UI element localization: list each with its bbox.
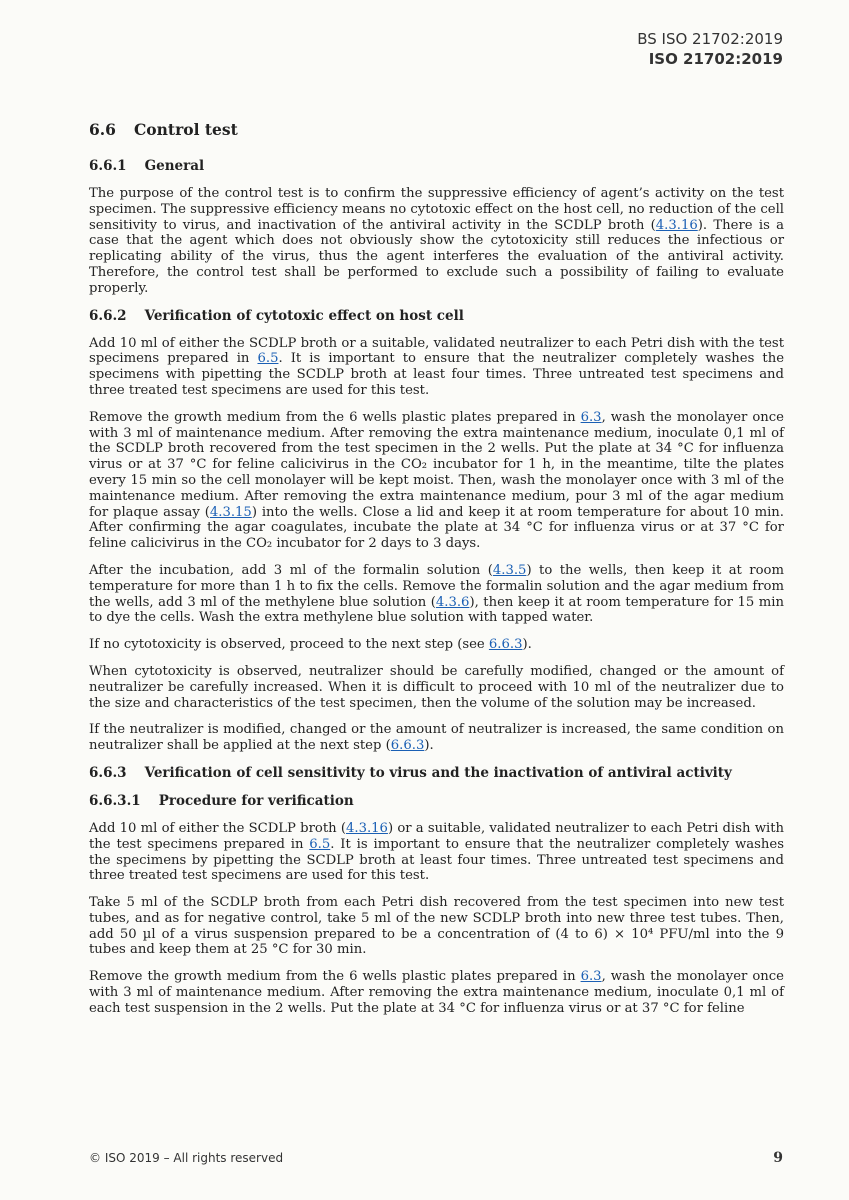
section-title: Control test xyxy=(133,120,238,139)
page-number: 9 xyxy=(773,1150,783,1166)
paragraph: Remove the growth medium from the 6 wells plastic plates prepared in 6.3, wash the monolayer once with 3 ml of maintenance medium. After removing the extra maintenance medium, inoculate 0,1 ml of each test suspension in the 2 wells. Put the plate at 34 °C for influenza virus or at 37 °C for feline xyxy=(89,969,784,1016)
cross-reference-link[interactable]: 6.6.3 xyxy=(390,738,425,754)
subsection-heading-6-6-3-1 xyxy=(89,793,784,809)
cross-reference-link[interactable]: 6.5 xyxy=(309,836,331,852)
page-footer xyxy=(89,1150,783,1166)
subsection-number: 6.6.2 xyxy=(89,307,127,324)
section-number: 6.6 xyxy=(89,120,116,139)
cross-reference-link[interactable]: 4.3.16 xyxy=(346,820,388,836)
subsection-number: 6.6.3.1 xyxy=(89,792,141,809)
section-heading-6-6 xyxy=(89,120,784,139)
cross-reference-link[interactable]: 6.3 xyxy=(580,409,602,425)
cross-reference-link[interactable]: 4.3.6 xyxy=(435,594,470,610)
paragraph: Remove the growth medium from the 6 wells plastic plates prepared in 6.3, wash the monolayer once with 3 ml of maintenance medium. After removing the extra maintenance medium, inoculate 0,1 ml of the SCDLP broth recovered from the test specimen in the 2 wells. Put the plate at 34 °C for influenza virus or at 37 °C for feline calicivirus in the CO₂ incubator for 1 h, in the meantime, tilte the plates every 15 min so the cell monolayer will be kept moist. Then, wash the monolayer once with 3 ml of the maintenance medium. After removing the extra maintenance medium, pour 3 ml of the agar medium for plaque assay (4.3.15) into the wells. Close a lid and keep it at room temperature for about 10 min. After confirming the agar coagulates, incubate the plate at 34 °C for influenza virus or at 37 °C for feline calicivirus in the CO₂ incubator for 2 days to 3 days. xyxy=(89,409,784,552)
paragraph: The purpose of the control test is to confirm the suppressive efficiency of agent’s activity on the test specimen. The suppressive efficiency means no cytotoxic effect on the host cell, no reduction of the cell sensitivity to virus, and inactivation of the antiviral activity in the SCDLP broth (4.3.16). There is a case that the agent which does not obviously show the cytotoxicity still reduces the infectious or replicating ability of the virus, thus the agent interferes the evaluation of the antiviral activity. Therefore, the control test shall be performed to exclude such a possibility of failing to evaluate properly. xyxy=(89,186,784,296)
subsection-number: 6.6.3 xyxy=(89,764,127,781)
subsection-title: Verification of cell sensitivity to virus and the inactivation of antiviral activity xyxy=(144,764,732,781)
header-standard-iso: ISO 21702:2019 xyxy=(648,50,783,68)
subsection-title: Procedure for verification xyxy=(158,792,354,809)
cross-reference-link[interactable]: 4.3.15 xyxy=(209,504,252,520)
cross-reference-link[interactable]: 6.6.3 xyxy=(488,637,523,653)
paragraph: If the neutralizer is modified, changed or the amount of neutralizer is increased, the same condition on neutralizer shall be applied at the next step (6.6.3). xyxy=(89,722,784,754)
subsection-title: General xyxy=(144,158,205,174)
cross-reference-link[interactable]: 4.3.16 xyxy=(655,217,698,233)
subsection-title: Verification of cytotoxic effect on host cell xyxy=(144,307,464,324)
paragraph: Add 10 ml of either the SCDLP broth or a suitable, validated neutralizer to each Petri dish with the test specimens prepared in 6.5. It is important to ensure that the neutralizer completely washes the specimens with pipetting the SCDLP broth at least four times. Three untreated test specimens and three treated test specimens are used for this test. xyxy=(89,335,784,398)
cross-reference-link[interactable]: 6.3 xyxy=(580,969,602,985)
paragraph: When cytotoxicity is observed, neutralizer should be carefully modified, changed or the amount of neutralizer be carefully increased. When it is difficult to proceed with 10 ml of the neutralizer due to the size and characteristics of the test specimen, then the volume of the solution may be increased. xyxy=(89,663,784,711)
paragraph: If no cytotoxicity is observed, proceed to the next step (see 6.6.3). xyxy=(89,637,532,653)
subsection-heading-6-6-3 xyxy=(89,765,784,781)
cross-reference-link[interactable]: 4.3.5 xyxy=(492,562,527,578)
subsection-heading-6-6-1 xyxy=(89,158,784,174)
paragraph: Take 5 ml of the SCDLP broth from each Petri dish recovered from the test specimen into new test tubes, and as for negative control, take 5 ml of the new SCDLP broth into new three test tubes. Then, add 50 µl of a virus suspension prepared to be a concentration of (4 to 6) × 10⁴ PFU/ml into the 9 tubes and keep them at 25 °C for 30 min. xyxy=(89,895,784,958)
paragraph: Add 10 ml of either the SCDLP broth (4.3.16) or a suitable, validated neutralizer to each Petri dish with the test specimens prepared in 6.5. It is important to ensure that the neutralizer completely washes the specimens by pipetting the SCDLP broth at least four times. Three untreated test specimens and three treated test specimens are used for this test. xyxy=(89,820,784,884)
subsection-heading-6-6-2 xyxy=(89,308,784,324)
header-standard-bs: BS ISO 21702:2019 xyxy=(637,30,783,48)
document-header xyxy=(637,29,783,69)
copyright-notice: © ISO 2019 – All rights reserved xyxy=(89,1151,284,1165)
cross-reference-link[interactable]: 6.5 xyxy=(257,351,279,367)
page-body xyxy=(89,120,784,1028)
subsection-number: 6.6.1 xyxy=(89,158,127,174)
paragraph: After the incubation, add 3 ml of the formalin solution (4.3.5) to the wells, then keep it at room temperature for more than 1 h to fix the cells. Remove the formalin solution and the agar medium from the wells, add 3 ml of the methylene blue solution (4.3.6), then keep it at room temperature for 15 min to dye the cells. Wash the extra methylene blue solution with tapped water. xyxy=(89,562,784,626)
